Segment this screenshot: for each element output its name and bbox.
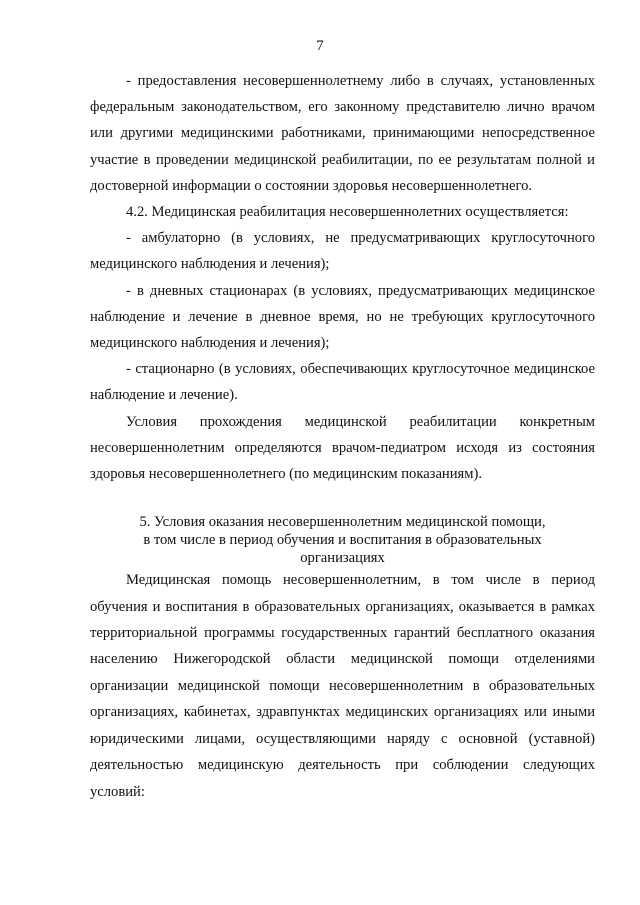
section-5-heading — [90, 513, 595, 567]
section-5-heading-line: 5. Условия оказания несовершеннолетним медицинской помощи, — [139, 514, 546, 531]
paragraph-day-hospital: - в дневных стационарах (в условиях, предусматривающих медицинское наблюдение и лечение в дневное время, но не требующих круглосуточного медицинского наблюдения и лечения); — [90, 282, 595, 352]
section-5-body: Медицинская помощь несовершеннолетним, в том числе в период обучения и воспитания в образовательных организациях, оказывается в рамках территориальной программы государственных гарантий бесплатного оказания населению Нижегородской области медицинской помощи отделениями организации медицинской помощи несовершеннолетним в образовательных организациях, кабинетах, здравпунктах медицинских организациях или иными юридическими лицами, осуществляющими наряду с основной (уставной) деятельностью медицинскую деятельность при соблюдении следующих условий: — [90, 572, 595, 800]
paragraph-outpatient: - амбулаторно (в условиях, не предусматривающих круглосуточного медицинского наблюдения и лечения); — [90, 230, 595, 273]
section-5-heading-line: организациях — [300, 550, 385, 567]
page-number: 7 — [316, 38, 324, 54]
paragraph-inpatient: - стационарно (в условиях, обеспечивающих круглосуточное медицинское наблюдение и лечение). — [90, 361, 595, 404]
document-body — [90, 68, 595, 805]
paragraph-information-provision: - предоставления несовершеннолетнему либо в случаях, установленных федеральным законодательством, его законному представителю лично врачом или другими медицинскими работниками, принимающими непосредственное участие в проведении медицинской реабилитации, по ее результатам полной и достоверной информации о состоянии здоровья несовершеннолетнего. — [90, 73, 595, 194]
paragraph-rehab-forms-intro: 4.2. Медицинская реабилитация несовершеннолетних осуществляется: — [126, 204, 569, 221]
paragraph-rehab-conditions: Условия прохождения медицинской реабилитации конкретным несовершеннолетним определяются врачом-педиатром исходя из состояния здоровья несовершеннолетнего (по медицинским показаниям). — [90, 413, 595, 483]
section-5-heading-line: в том числе в период обучения и воспитания в образовательных — [143, 532, 542, 549]
